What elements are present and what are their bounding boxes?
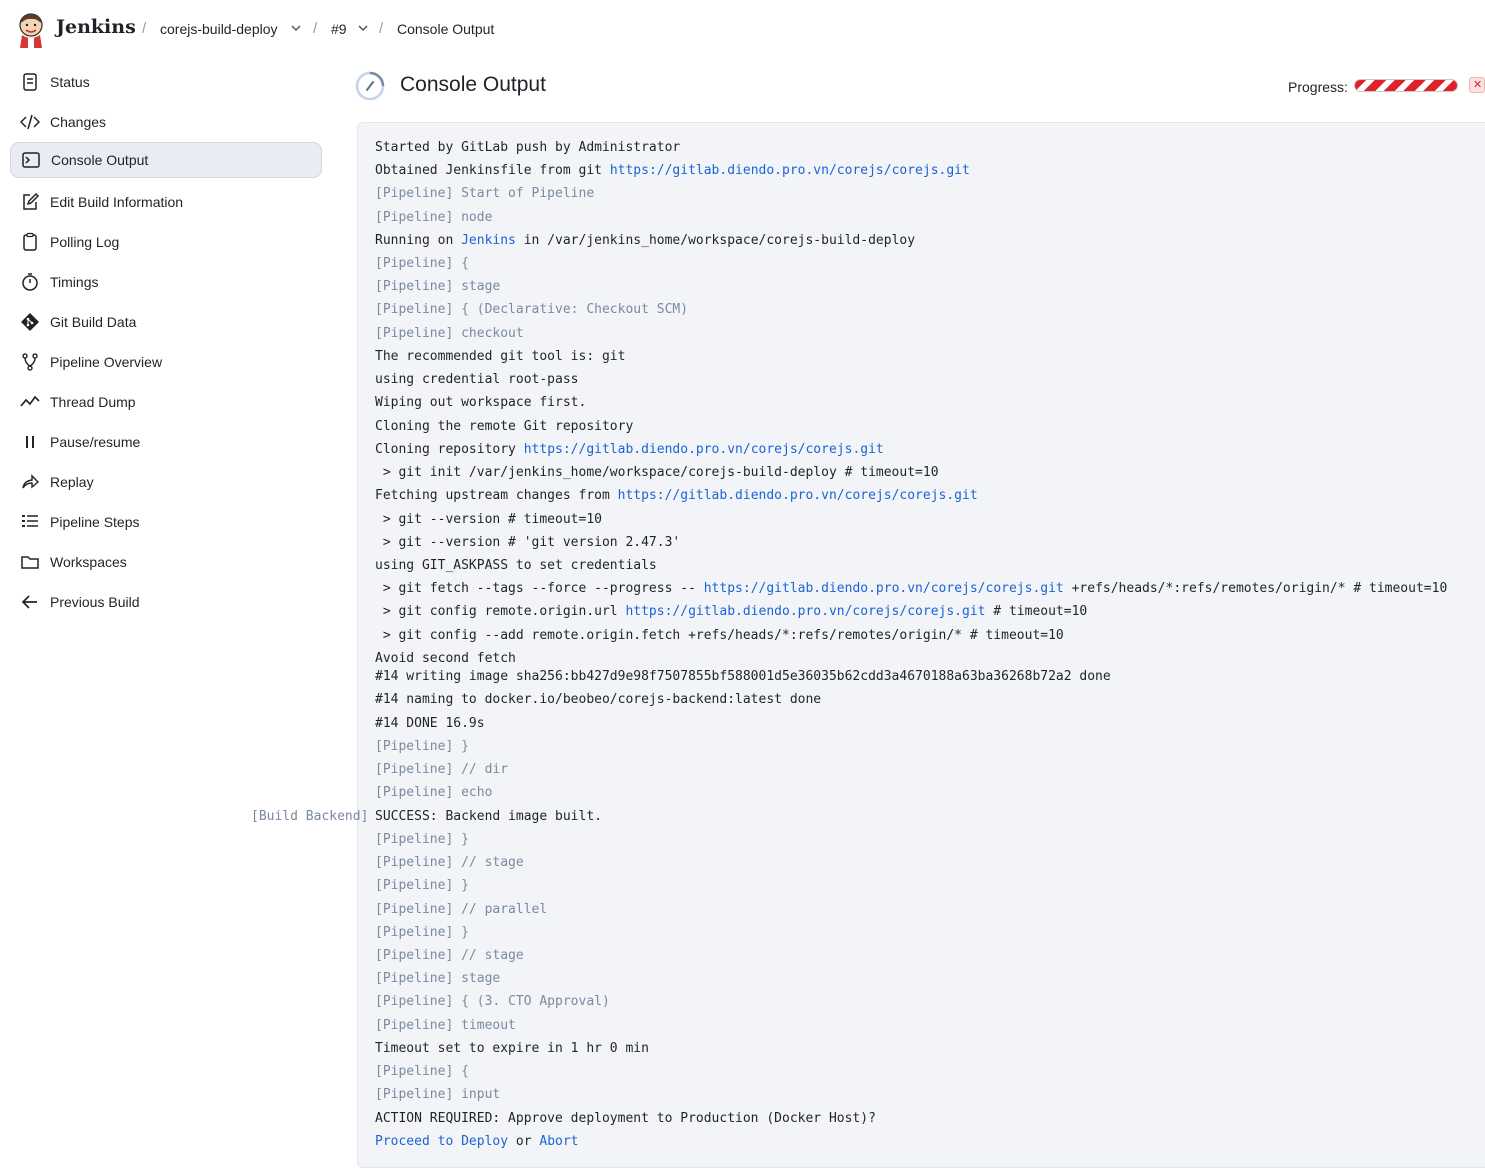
console-line: [Pipeline] // dir (375, 762, 509, 777)
sidebar-item-label: Console Output (51, 152, 149, 168)
console-line: > git init /var/jenkins_home/workspace/corejs-build-deploy # timeout=10 (375, 465, 939, 480)
sidebar-item-pipeline-overview[interactable] (10, 344, 322, 380)
sidebar-item-edit-build-information[interactable] (10, 184, 322, 220)
chevron-down-icon[interactable] (357, 22, 369, 34)
abort-link[interactable]: Abort (539, 1134, 579, 1149)
console-output-panel (357, 122, 1485, 1168)
sidebar-item-changes[interactable] (10, 104, 322, 140)
sidebar-item-label: Git Build Data (50, 314, 137, 330)
sidebar-item-label: Pipeline Overview (50, 354, 163, 370)
code-icon (20, 112, 40, 132)
branch-icon (20, 352, 40, 372)
repo-link[interactable]: https://gitlab.diendo.pro.vn/corejs/corejs.git (703, 581, 1064, 596)
stop-build-button[interactable] (1469, 77, 1485, 93)
console-line: [Pipeline] } (375, 832, 469, 847)
console-text: Obtained Jenkinsfile from git (375, 163, 610, 178)
sidebar-item-label: Status (50, 74, 90, 90)
breadcrumb-separator: / (313, 20, 318, 37)
console-line: Timeout set to expire in 1 hr 0 min (375, 1041, 649, 1056)
repo-link[interactable]: https://gitlab.diendo.pro.vn/corejs/corejs.git (523, 442, 884, 457)
sidebar-item-pipeline-steps[interactable] (10, 504, 322, 540)
console-line: [Pipeline] } (375, 878, 469, 893)
close-icon: ✕ (1473, 78, 1483, 91)
pause-icon (20, 432, 40, 452)
sidebar-item-thread-dump[interactable] (10, 384, 322, 420)
sidebar-item-label: Edit Build Information (50, 194, 184, 210)
clipboard-icon (20, 232, 40, 252)
sidebar-item-label: Previous Build (50, 594, 140, 610)
agent-link[interactable]: Jenkins (461, 233, 516, 248)
console-line: [Pipeline] input (375, 1087, 501, 1102)
sidebar-item-label: Workspaces (50, 554, 127, 570)
console-line (375, 604, 1087, 620)
replay-icon (20, 472, 40, 492)
console-line (375, 163, 970, 179)
sidebar-item-label: Pipeline Steps (50, 514, 140, 530)
console-text: or (508, 1134, 540, 1149)
console-line: [Pipeline] { (Declarative: Checkout SCM) (375, 302, 689, 317)
sidebar-item-previous-build[interactable] (10, 584, 322, 620)
console-line: Started by GitLab push by Administrator (375, 140, 681, 155)
breadcrumb-separator: / (142, 20, 147, 37)
console-line: [Pipeline] // stage (375, 948, 524, 963)
repo-link[interactable]: https://gitlab.diendo.pro.vn/corejs/corejs.git (617, 488, 978, 503)
console-line: [Pipeline] node (375, 210, 493, 225)
console-line: [Pipeline] stage (375, 971, 501, 986)
chevron-down-icon[interactable] (290, 22, 302, 34)
sidebar-item-label: Pause/resume (50, 434, 141, 450)
console-line (375, 233, 915, 249)
sidebar-item-label: Changes (50, 114, 107, 130)
console-line: ACTION REQUIRED: Approve deployment to Production (Docker Host)? (375, 1111, 876, 1126)
console-text: > git config remote.origin.url (375, 604, 626, 619)
stopwatch-icon (20, 272, 40, 292)
console-line: #14 naming to docker.io/beobeo/corejs-backend:latest done (375, 692, 822, 707)
console-line: [Pipeline] { (3. CTO Approval) (375, 994, 610, 1009)
console-text: Fetching upstream changes from (375, 488, 618, 503)
list-icon (20, 512, 40, 532)
progress-bar (1354, 79, 1458, 92)
brand-name[interactable]: Jenkins (56, 16, 136, 38)
sidebar-item-workspaces[interactable] (10, 544, 322, 580)
console-line: [Pipeline] { (375, 1064, 469, 1079)
breadcrumb-job[interactable]: corejs-build-deploy (160, 21, 278, 37)
console-text: # timeout=10 (985, 604, 1088, 619)
console-line: The recommended git tool is: git (375, 349, 626, 364)
console-line: #14 writing image sha256:bb427d9e98f7507855bf588001d5e36035b62cdd3a4670188a63ba36268b72a2 done (375, 669, 1111, 684)
progress-label: Progress: (1288, 79, 1348, 95)
in-progress-icon (355, 71, 385, 101)
console-line: [Pipeline] echo (375, 785, 493, 800)
folder-icon (20, 552, 40, 572)
console-line: using credential root-pass (375, 372, 579, 387)
breadcrumb-separator: / (379, 20, 384, 37)
breadcrumb-current: Console Output (397, 21, 495, 37)
console-line: [Pipeline] timeout (375, 1018, 516, 1033)
sidebar-item-console-output[interactable] (10, 142, 322, 178)
sidebar-item-git-build-data[interactable] (10, 304, 322, 340)
edit-icon (20, 192, 40, 212)
console-line (375, 442, 884, 458)
jenkins-logo-icon[interactable] (16, 11, 46, 49)
console-line: > git config --add remote.origin.fetch +refs/heads/*:refs/remotes/origin/* # timeout=10 (375, 628, 1064, 643)
console-line (375, 488, 978, 504)
pulse-icon (20, 392, 40, 412)
repo-link[interactable]: https://gitlab.diendo.pro.vn/corejs/corejs.git (625, 604, 986, 619)
console-line: [Pipeline] stage (375, 279, 501, 294)
console-text: Cloning repository (375, 442, 524, 457)
console-line: [Pipeline] // stage (375, 855, 524, 870)
sidebar-item-label: Thread Dump (50, 394, 136, 410)
sidebar-item-label: Polling Log (50, 234, 120, 250)
terminal-icon (21, 150, 41, 170)
console-line: [Pipeline] // parallel (375, 902, 548, 917)
console-text: in /var/jenkins_home/workspace/corejs-build-deploy (515, 233, 916, 248)
page-title: Console Output (400, 73, 546, 96)
console-line: Avoid second fetch (375, 651, 516, 666)
breadcrumb-build[interactable]: #9 (331, 21, 347, 37)
sidebar-item-replay[interactable] (10, 464, 322, 500)
document-icon (20, 72, 40, 92)
console-line: [Pipeline] Start of Pipeline (375, 186, 595, 201)
repo-link[interactable]: https://gitlab.diendo.pro.vn/corejs/corejs.git (609, 163, 970, 178)
sidebar-item-label: Replay (50, 474, 94, 490)
sidebar-item-polling-log[interactable] (10, 224, 322, 260)
git-icon (20, 312, 40, 332)
console-text: Running on (375, 233, 462, 248)
arrow-left-icon (20, 592, 40, 612)
header-bar (0, 0, 1485, 60)
console-line: using GIT_ASKPASS to set credentials (375, 558, 657, 573)
console-line (375, 1134, 579, 1150)
sidebar-item-label: Timings (50, 274, 99, 290)
proceed-link[interactable]: Proceed to Deploy (375, 1134, 509, 1149)
console-line: Wiping out workspace first. (375, 395, 587, 410)
console-line: [Pipeline] { (375, 256, 469, 271)
console-text: +refs/heads/*:refs/remotes/origin/* # timeout=10 (1063, 581, 1448, 596)
console-line (375, 581, 1447, 597)
sidebar-item-status[interactable] (10, 64, 322, 100)
console-text: > git fetch --tags --force --progress -- (375, 581, 704, 596)
sidebar-item-pause-resume[interactable] (10, 424, 322, 460)
sidebar-item-timings[interactable] (10, 264, 322, 300)
console-line: > git --version # 'git version 2.47.3' (375, 535, 681, 550)
console-line: #14 DONE 16.9s (375, 716, 485, 731)
console-line: Cloning the remote Git repository (375, 419, 634, 434)
console-stage-prefix: [Build Backend] (251, 809, 369, 824)
console-line: SUCCESS: Backend image built. (375, 809, 602, 824)
console-line: [Pipeline] checkout (375, 326, 524, 341)
console-line: [Pipeline] } (375, 739, 469, 754)
console-line: [Pipeline] } (375, 925, 469, 940)
console-line: > git --version # timeout=10 (375, 512, 602, 527)
